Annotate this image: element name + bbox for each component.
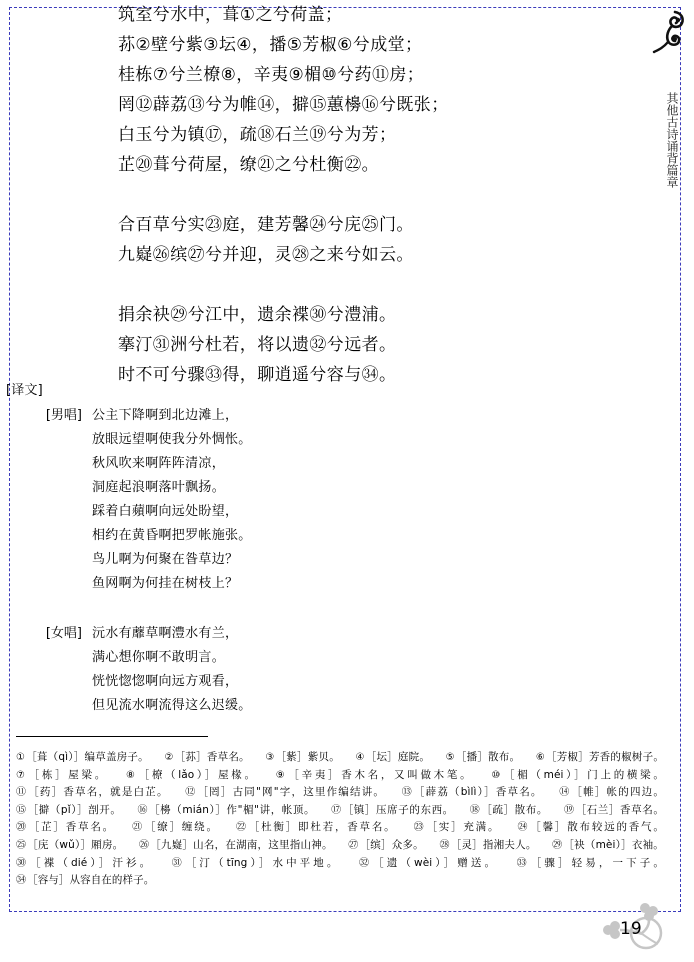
translation-line: 相约在黄昏啊把罗帐施张。 — [92, 528, 252, 543]
footnote-text: ［药］香草名，就是白芷。 — [28, 786, 169, 799]
footnote-number: ㉕ — [16, 839, 27, 851]
footnote-text: ［荪］香草名。 — [174, 751, 250, 763]
footnote-number: ② — [164, 752, 174, 763]
footnote-number: ㉙ — [552, 839, 563, 851]
translation-lines — [92, 622, 252, 718]
footnote-text: ［九嶷］山名，在湖南，这里指山神。 — [150, 838, 333, 851]
footnote-separator-rule — [16, 736, 208, 737]
footnote-number: ㉞ — [16, 875, 27, 887]
footnote-number: ㉚ — [16, 857, 30, 869]
footnote-number: ⑲ — [563, 804, 575, 816]
footnote-item — [185, 786, 385, 798]
footnote-number: ㉔ — [517, 822, 530, 834]
footnote-text: ［褋（dié）］汗衫。 — [30, 856, 154, 869]
footnote-number: ㉖ — [139, 839, 150, 851]
translation-line: 公主下降啊到北边滩上， — [92, 408, 239, 423]
footnote-text: ［栋］屋梁。 — [28, 768, 108, 781]
footnote-item — [331, 804, 454, 816]
footnote-text: ［芳椒］芳香的椒树子。 — [546, 751, 664, 763]
footnote-item — [16, 786, 169, 798]
footnote-number: ① — [16, 752, 26, 763]
footnote-text: ［遗（wèi）］赠送。 — [373, 856, 499, 869]
flourish-ornament-icon — [648, 8, 686, 56]
poem-line: 捐余袂㉙兮江中，遗余褋㉚兮澧浦。 — [118, 305, 397, 325]
poem-block — [0, 0, 640, 390]
footnote-text: ［容与］从容自在的样子。 — [27, 874, 155, 887]
footnote-item — [16, 804, 122, 816]
footnote-item — [16, 857, 153, 869]
footnote-item — [137, 804, 315, 816]
footnote-text: ［缭］缠绕。 — [144, 821, 219, 834]
poem-line: 时不可兮骤㉝得，聊逍遥兮容与㉞。 — [118, 365, 397, 385]
footnote-number: ③ — [265, 752, 275, 763]
footnote-number: ⑪ — [16, 787, 28, 799]
translation-stanza-female — [0, 622, 640, 718]
footnote-item — [470, 804, 548, 816]
footnote-item — [348, 839, 424, 851]
footnote-number: ⑬ — [401, 787, 413, 799]
footnote-number: ⑤ — [445, 752, 455, 763]
footnote-item — [414, 821, 501, 833]
footnote-number: ⑰ — [331, 804, 342, 816]
stanza-spacer — [0, 596, 640, 618]
footnote-text: ［播］散布。 — [455, 751, 521, 763]
footnote-text: ［馨］散布较远的香气。 — [530, 821, 664, 834]
footnote-item — [356, 751, 431, 763]
page-number: 19 — [620, 919, 642, 939]
poem-line: 白玉兮为镇⑰，疏⑱石兰⑲兮为芳； — [118, 125, 397, 145]
translation-line: 鱼网啊为何挂在树枝上？ — [92, 576, 239, 591]
poem-line: 搴汀㉛洲兮杜若，将以遗㉜兮远者。 — [118, 335, 397, 355]
footnote-number: ⑫ — [185, 787, 197, 799]
speaker-label: [女唱] — [45, 626, 82, 641]
translation-line: 满心想你啊不敢明言。 — [92, 650, 226, 665]
footnote-text: ［袂（mèi）］衣袖。 — [563, 838, 664, 851]
footnote-text: ［帷］帐的四边。 — [571, 786, 664, 799]
section-rail — [640, 0, 694, 962]
translation-line: 秋风吹来啊阵阵清凉， — [92, 456, 226, 471]
footnote-item — [16, 874, 154, 886]
footnote-text: ［芷］香草名。 — [28, 821, 115, 834]
translation-line: 恍恍惚惚啊向远方观看， — [92, 674, 239, 689]
footnote-number: ⑨ — [275, 769, 288, 781]
footnote-item — [276, 769, 474, 781]
footnote-text: ［葺（qì）］编草盖房子。 — [26, 751, 149, 763]
footnote-text: ［石兰］香草名。 — [575, 803, 664, 816]
section-vertical-title: 其他古诗诵背篇章 — [665, 92, 679, 188]
translation-line: 但见流水啊流得这么迟缓。 — [92, 698, 252, 713]
footnote-item — [439, 839, 536, 851]
stanza-spacer — [0, 180, 640, 210]
footnote-number: ⑳ — [16, 822, 28, 834]
footnote-number: ⑱ — [469, 804, 481, 816]
footnote-number: ⑮ — [16, 804, 27, 816]
footnote-number: ⑭ — [559, 787, 571, 799]
footnote-item — [446, 751, 521, 763]
footnote-number: ㉛ — [171, 857, 185, 869]
footnote-text: ［薜荔（bìlì）］香草名。 — [413, 786, 543, 799]
footnote-item — [164, 751, 249, 763]
footnote-text: ［灵］指湘夫人。 — [450, 838, 537, 851]
poem-line: 罔⑫薜荔⑬兮为帷⑭，擗⑮蕙櫋⑯兮既张； — [118, 95, 449, 115]
footnote-number: ㉘ — [439, 839, 450, 851]
footnote-text: ［辛夷］香木名，又叫做木笔。 — [288, 768, 474, 781]
footnote-number: ⑯ — [137, 804, 149, 816]
footnote-item — [126, 769, 258, 781]
footnote-number: ⑩ — [491, 769, 504, 781]
footnote-number: ⑧ — [125, 769, 138, 781]
footnote-item — [402, 786, 543, 798]
translation-lines — [92, 404, 252, 596]
footnote-item — [236, 821, 397, 833]
footnote-text: ［櫋（mián）］作"楣"讲，帐顶。 — [149, 803, 316, 816]
footnote-text: ［紫］紫贝。 — [275, 751, 340, 763]
translation-line: 放眼远望啊使我分外惆怅。 — [92, 432, 252, 447]
footnote-number: ㉓ — [413, 822, 426, 834]
footnote-number: ⑦ — [16, 769, 28, 781]
footnote-text: ［庑（wǔ）］厢房。 — [27, 838, 124, 851]
translation-line: 沅水有蘼草啊澧水有兰， — [92, 626, 239, 641]
footnote-text: ［汀（tīng）］水中平地。 — [185, 856, 341, 869]
footnote-text: ［缤］众多。 — [359, 838, 424, 851]
footnote-text: ［骤］轻易，一下子。 — [530, 856, 664, 869]
footnote-text: ［疏］散布。 — [481, 803, 548, 816]
footnote-text: ［实］充满。 — [426, 821, 501, 834]
footnote-text: ［罔］古同"网"字，这里作编结讲。 — [197, 786, 386, 799]
footnote-item — [491, 769, 664, 781]
footnote-text: ［镇］压席子的东西。 — [342, 803, 454, 816]
footnote-item — [16, 751, 149, 763]
footnote-number: ⑥ — [535, 752, 546, 763]
footnote-item — [16, 821, 115, 833]
poem-line: 筑室兮水中，葺①之兮荷盖； — [118, 5, 343, 25]
footnote-text: ［擗（pǐ）］剖开。 — [27, 803, 122, 816]
stanza-spacer — [0, 270, 640, 300]
footnote-number: ㉑ — [132, 822, 144, 834]
footnote-item — [16, 839, 123, 851]
speaker-label: [男唱] — [45, 408, 82, 423]
footnote-number: ㉗ — [348, 839, 359, 851]
footnote-text: ［坛］庭院。 — [365, 751, 431, 763]
translation-label: [译文] — [6, 383, 43, 398]
footnote-text: ［杜衡］即杜若，香草名。 — [248, 821, 397, 834]
footnote-number: ㉝ — [516, 857, 530, 869]
footnote-number: ㉜ — [359, 857, 373, 869]
translation-line: 踩着白蘋啊向远处盼望， — [92, 504, 239, 519]
poem-line: 芷⑳葺兮荷屋，缭㉑之兮杜衡㉒。 — [118, 155, 379, 175]
footnote-list — [16, 749, 676, 890]
poem-line: 桂栋⑦兮兰橑⑧，辛夷⑨楣⑩兮药⑪房； — [118, 65, 425, 85]
folio — [598, 900, 682, 954]
translation-stanza-male — [0, 404, 640, 596]
footnote-number: ④ — [355, 752, 365, 763]
footnote-text: ［楣（méi）］门上的横梁。 — [504, 768, 664, 781]
footnote-item — [172, 857, 341, 869]
translation-block — [0, 381, 640, 718]
poem-line: 荪②壁兮紫③坛④，播⑤芳椒⑥兮成堂； — [118, 35, 423, 55]
footnote-item — [359, 857, 498, 869]
footnote-item — [132, 821, 219, 833]
footnote-text: ［橑（lǎo）］屋椽。 — [138, 768, 258, 781]
poem-line: 九嶷㉖缤㉗兮并迎，灵㉘之来兮如云。 — [118, 245, 414, 265]
poem-line: 合百草兮实㉓庭，建芳馨㉔兮庑㉕门。 — [118, 215, 414, 235]
footnote-item — [139, 839, 333, 851]
footnote-item — [16, 769, 108, 781]
translation-line: 洞庭起浪啊落叶飘扬。 — [92, 480, 226, 495]
footnote-number: ㉒ — [235, 822, 248, 834]
footnote-item — [265, 751, 340, 763]
footnotes-block — [16, 736, 676, 890]
translation-line: 鸟儿啊为何聚在昝草边？ — [92, 552, 239, 567]
